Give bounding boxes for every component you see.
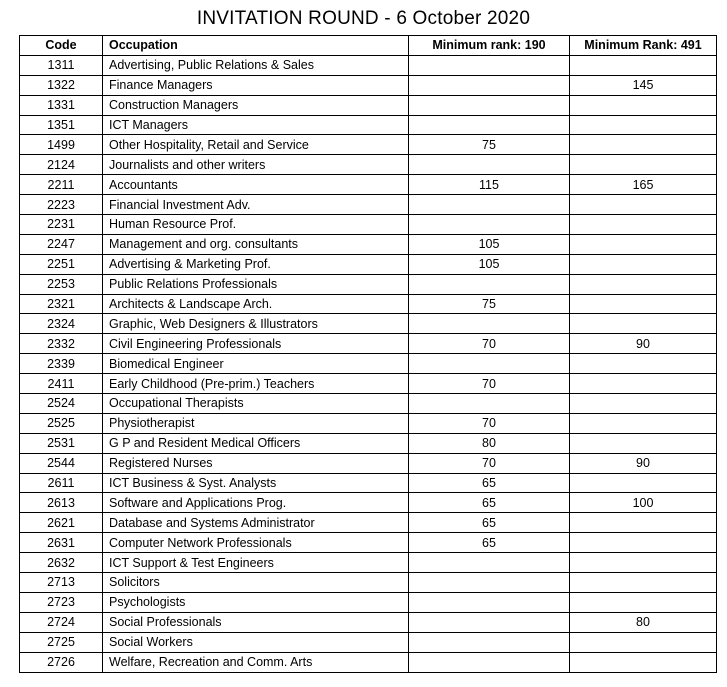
- invitation-table: [19, 35, 717, 673]
- occupation-cell: Civil Engineering Professionals: [103, 334, 409, 354]
- rank-190-cell: 65: [409, 493, 570, 513]
- code-cell: 2611: [20, 473, 103, 493]
- table-row: [20, 334, 717, 354]
- table-row: [20, 75, 717, 95]
- rank-190-cell: 105: [409, 254, 570, 274]
- occupation-cell: Database and Systems Administrator: [103, 513, 409, 533]
- table-row: [20, 652, 717, 672]
- table-row: [20, 175, 717, 195]
- code-cell: 2723: [20, 592, 103, 612]
- rank-491-cell: [570, 533, 717, 553]
- table-row: [20, 215, 717, 235]
- code-cell: 2631: [20, 533, 103, 553]
- occupation-cell: Advertising & Marketing Prof.: [103, 254, 409, 274]
- occupation-cell: Other Hospitality, Retail and Service: [103, 135, 409, 155]
- code-cell: 2713: [20, 573, 103, 593]
- rank-491-cell: [570, 215, 717, 235]
- rank-491-cell: [570, 413, 717, 433]
- rank-491-cell: [570, 553, 717, 573]
- code-cell: 1499: [20, 135, 103, 155]
- rank-190-cell: [409, 612, 570, 632]
- occupation-cell: Accountants: [103, 175, 409, 195]
- occupation-cell: Management and org. consultants: [103, 234, 409, 254]
- rank-491-cell: 100: [570, 493, 717, 513]
- rank-190-cell: [409, 632, 570, 652]
- code-cell: 2339: [20, 354, 103, 374]
- rank-491-cell: [570, 573, 717, 593]
- code-cell: 2531: [20, 433, 103, 453]
- table-row: [20, 394, 717, 414]
- table-row: [20, 573, 717, 593]
- occupation-cell: Public Relations Professionals: [103, 274, 409, 294]
- rank-491-cell: [570, 394, 717, 414]
- rank-190-cell: [409, 215, 570, 235]
- rank-491-cell: [570, 155, 717, 175]
- rank-190-cell: [409, 195, 570, 215]
- code-cell: 2231: [20, 215, 103, 235]
- rank-491-cell: [570, 433, 717, 453]
- rank-190-cell: 70: [409, 374, 570, 394]
- table-row: [20, 254, 717, 274]
- occupation-cell: ICT Managers: [103, 115, 409, 135]
- rank-491-cell: [570, 135, 717, 155]
- occupation-cell: Psychologists: [103, 592, 409, 612]
- code-cell: 1351: [20, 115, 103, 135]
- rank-190-cell: 70: [409, 413, 570, 433]
- table-row: [20, 354, 717, 374]
- rank-190-cell: [409, 553, 570, 573]
- code-cell: 2211: [20, 175, 103, 195]
- rank-491-cell: [570, 234, 717, 254]
- column-header-code: Code: [20, 36, 103, 56]
- code-cell: 2251: [20, 254, 103, 274]
- occupation-cell: Human Resource Prof.: [103, 215, 409, 235]
- table-row: [20, 453, 717, 473]
- code-cell: 2332: [20, 334, 103, 354]
- table-row: [20, 632, 717, 652]
- rank-190-cell: [409, 115, 570, 135]
- table-row: [20, 473, 717, 493]
- rank-491-cell: 165: [570, 175, 717, 195]
- table-body: [20, 55, 717, 672]
- table-row: [20, 413, 717, 433]
- table-row: [20, 314, 717, 334]
- rank-190-cell: [409, 573, 570, 593]
- code-cell: 2621: [20, 513, 103, 533]
- occupation-cell: Registered Nurses: [103, 453, 409, 473]
- rank-190-cell: [409, 55, 570, 75]
- table-row: [20, 374, 717, 394]
- rank-491-cell: [570, 95, 717, 115]
- occupation-cell: Welfare, Recreation and Comm. Arts: [103, 652, 409, 672]
- rank-190-cell: 70: [409, 453, 570, 473]
- rank-190-cell: [409, 354, 570, 374]
- rank-491-cell: [570, 632, 717, 652]
- code-cell: 2726: [20, 652, 103, 672]
- rank-491-cell: [570, 473, 717, 493]
- rank-190-cell: 65: [409, 513, 570, 533]
- rank-190-cell: [409, 652, 570, 672]
- occupation-cell: Journalists and other writers: [103, 155, 409, 175]
- rank-491-cell: [570, 374, 717, 394]
- column-header-rank-491: Minimum Rank: 491: [570, 36, 717, 56]
- occupation-cell: Construction Managers: [103, 95, 409, 115]
- occupation-cell: Early Childhood (Pre-prim.) Teachers: [103, 374, 409, 394]
- rank-491-cell: 145: [570, 75, 717, 95]
- code-cell: 2124: [20, 155, 103, 175]
- rank-190-cell: 75: [409, 135, 570, 155]
- code-cell: 1331: [20, 95, 103, 115]
- code-cell: 2411: [20, 374, 103, 394]
- rank-190-cell: 115: [409, 175, 570, 195]
- table-row: [20, 612, 717, 632]
- code-cell: 1311: [20, 55, 103, 75]
- occupation-cell: Software and Applications Prog.: [103, 493, 409, 513]
- rank-190-cell: [409, 394, 570, 414]
- rank-190-cell: 70: [409, 334, 570, 354]
- occupation-cell: Graphic, Web Designers & Illustrators: [103, 314, 409, 334]
- code-cell: 2253: [20, 274, 103, 294]
- rank-491-cell: [570, 254, 717, 274]
- rank-491-cell: [570, 314, 717, 334]
- rank-491-cell: [570, 592, 717, 612]
- rank-491-cell: [570, 294, 717, 314]
- table-row: [20, 135, 717, 155]
- table-row: [20, 294, 717, 314]
- code-cell: 2223: [20, 195, 103, 215]
- rank-491-cell: 80: [570, 612, 717, 632]
- code-cell: 2321: [20, 294, 103, 314]
- table-header-row: [20, 36, 717, 56]
- code-cell: 1322: [20, 75, 103, 95]
- table-row: [20, 234, 717, 254]
- occupation-cell: Advertising, Public Relations & Sales: [103, 55, 409, 75]
- table-row: [20, 274, 717, 294]
- rank-190-cell: [409, 592, 570, 612]
- occupation-cell: Social Professionals: [103, 612, 409, 632]
- rank-190-cell: 75: [409, 294, 570, 314]
- rank-190-cell: [409, 155, 570, 175]
- rank-491-cell: 90: [570, 453, 717, 473]
- rank-491-cell: [570, 652, 717, 672]
- rank-190-cell: 80: [409, 433, 570, 453]
- table-row: [20, 592, 717, 612]
- table-row: [20, 513, 717, 533]
- code-cell: 2247: [20, 234, 103, 254]
- rank-190-cell: 65: [409, 473, 570, 493]
- table-row: [20, 115, 717, 135]
- table-row: [20, 553, 717, 573]
- table-row: [20, 533, 717, 553]
- occupation-cell: Occupational Therapists: [103, 394, 409, 414]
- code-cell: 2524: [20, 394, 103, 414]
- rank-190-cell: [409, 75, 570, 95]
- code-cell: 2525: [20, 413, 103, 433]
- occupation-cell: ICT Support & Test Engineers: [103, 553, 409, 573]
- rank-491-cell: 90: [570, 334, 717, 354]
- occupation-cell: ICT Business & Syst. Analysts: [103, 473, 409, 493]
- table-row: [20, 95, 717, 115]
- occupation-cell: Architects & Landscape Arch.: [103, 294, 409, 314]
- occupation-cell: Computer Network Professionals: [103, 533, 409, 553]
- occupation-cell: Social Workers: [103, 632, 409, 652]
- column-header-occupation: Occupation: [103, 36, 409, 56]
- code-cell: 2613: [20, 493, 103, 513]
- table-row: [20, 433, 717, 453]
- code-cell: 2724: [20, 612, 103, 632]
- occupation-cell: Financial Investment Adv.: [103, 195, 409, 215]
- rank-190-cell: 105: [409, 234, 570, 254]
- occupation-cell: Solicitors: [103, 573, 409, 593]
- occupation-cell: Finance Managers: [103, 75, 409, 95]
- code-cell: 2544: [20, 453, 103, 473]
- code-cell: 2632: [20, 553, 103, 573]
- column-header-rank-190: Minimum rank: 190: [409, 36, 570, 56]
- code-cell: 2725: [20, 632, 103, 652]
- rank-491-cell: [570, 195, 717, 215]
- occupation-cell: G P and Resident Medical Officers: [103, 433, 409, 453]
- rank-491-cell: [570, 513, 717, 533]
- occupation-cell: Biomedical Engineer: [103, 354, 409, 374]
- rank-491-cell: [570, 274, 717, 294]
- code-cell: 2324: [20, 314, 103, 334]
- occupation-cell: Physiotherapist: [103, 413, 409, 433]
- rank-190-cell: [409, 314, 570, 334]
- table-row: [20, 195, 717, 215]
- rank-190-cell: 65: [409, 533, 570, 553]
- rank-491-cell: [570, 354, 717, 374]
- page-title: INVITATION ROUND - 6 October 2020: [196, 8, 531, 29]
- rank-190-cell: [409, 95, 570, 115]
- table-row: [20, 55, 717, 75]
- rank-491-cell: [570, 55, 717, 75]
- table-row: [20, 493, 717, 513]
- rank-491-cell: [570, 115, 717, 135]
- rank-190-cell: [409, 274, 570, 294]
- table-row: [20, 155, 717, 175]
